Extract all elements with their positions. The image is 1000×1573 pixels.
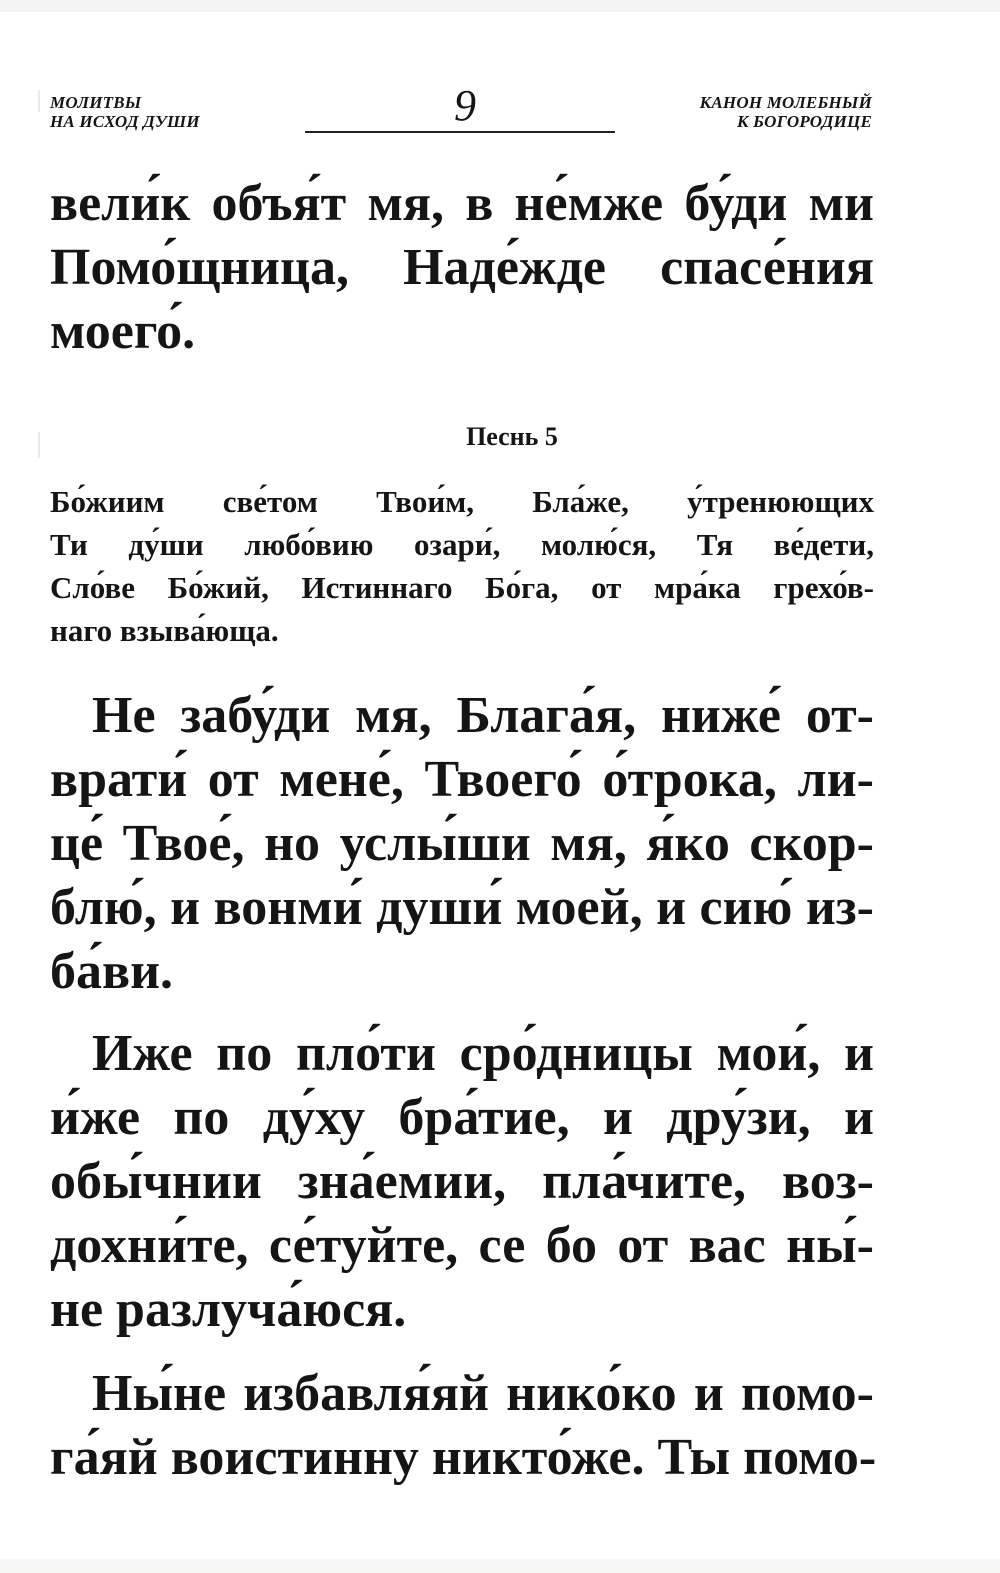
header-rule	[305, 131, 615, 133]
page-number: 9	[454, 81, 476, 130]
section-heading-text: Песнь 5	[466, 422, 558, 451]
text-line: моего́.	[50, 303, 196, 360]
page-bottom-edge	[0, 1559, 1000, 1573]
text-line: Ны́не избавля́яй нико́ко и помо-	[92, 1365, 874, 1422]
troparion-paragraph-2	[50, 1022, 874, 1342]
irmos-paragraph	[50, 480, 874, 652]
text-line: обы́чнии зна́емии, пла́чите, воз-	[50, 1153, 874, 1210]
text-line: Иже по пло́ти сро́дницы мои́, и	[92, 1025, 874, 1082]
text-line: дохни́те, се́туйте, се бо от вас ны́-	[50, 1217, 874, 1274]
text-line: Ти ду́ши любо́вию озари́, молю́ся, Тя ве́дети,	[50, 527, 874, 562]
text-line: врати́ от мене́, Твоего́ о́трока, ли-	[50, 751, 874, 808]
text-line: не разлуча́юся.	[50, 1281, 407, 1338]
header-left-line: МОЛИТВЫ	[50, 93, 142, 112]
section-heading	[0, 422, 1000, 452]
text-line: и́же по ду́ху бра́тие, и дру́зи, и	[50, 1089, 874, 1146]
header-left-title	[50, 93, 200, 131]
top-paragraph	[50, 172, 874, 364]
text-line: це́ Твое́, но услы́ши мя, я́ко скор-	[50, 815, 874, 872]
running-header	[0, 0, 1000, 150]
text-line: блю́, и вонми́ души́ моей, и сию́ из-	[50, 879, 874, 936]
text-line: Не забу́ди мя, Блага́я, ниже́ от-	[92, 687, 874, 744]
header-right-line: КАНОН МОЛЕБНЫЙ	[699, 93, 872, 112]
text-line: Сло́ве Бо́жий, Истиннаго Бо́га, от мра́ка грехо́в-	[50, 570, 874, 605]
troparion-paragraph-3	[50, 1362, 877, 1490]
header-right-line: К БОГОРОДИЦЕ	[737, 112, 872, 131]
text-line: Помо́щница, Наде́жде спасе́ния	[50, 239, 874, 296]
text-line: наго взыва́юща.	[50, 613, 279, 648]
text-line: га́яй воистинну никто́же. Ты помо-	[50, 1429, 877, 1486]
text-line: ба́ви.	[50, 943, 174, 1000]
troparion-paragraph-1	[50, 684, 874, 1004]
header-left-line: НА ИСХОД ДУШИ	[50, 112, 200, 131]
text-line: Бо́жиим све́том Твои́м, Бла́же, у́тренюющих	[50, 484, 874, 519]
text-line: вели́к объя́т мя, в не́мже бу́ди ми	[50, 175, 874, 232]
header-right-title	[700, 93, 872, 131]
